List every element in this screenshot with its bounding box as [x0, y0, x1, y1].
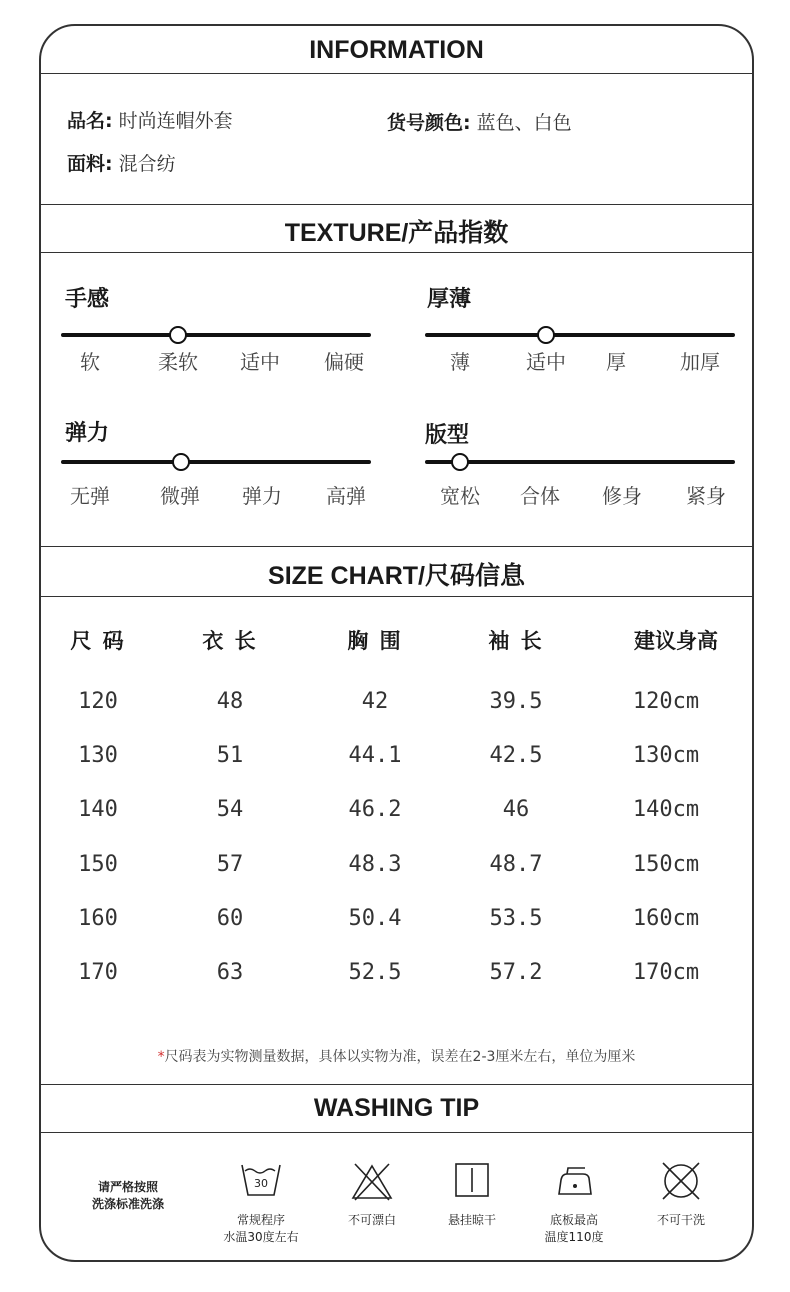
table-header: 建议身高 — [634, 629, 718, 653]
product-name-value: 时尚连帽外套 — [118, 110, 233, 132]
product-name — [67, 106, 233, 133]
texture-level-knob — [172, 453, 190, 471]
table-cell: 50.4 — [348, 905, 402, 931]
texture-tick: 无弹 — [70, 484, 110, 508]
texture-tick: 合体 — [520, 484, 560, 508]
product-fabric — [67, 149, 176, 176]
product-color — [387, 108, 572, 135]
wash-label-line: 底板最高 — [549, 1213, 598, 1227]
table-cell: 150cm — [632, 851, 700, 877]
product-color-value: 蓝色、白色 — [476, 112, 572, 134]
size-note — [41, 1046, 752, 1066]
wash-label-line: 不可干洗 — [656, 1213, 705, 1227]
texture-tick: 柔软 — [158, 350, 198, 374]
product-color-label: 货号颜色: — [387, 112, 471, 134]
table-cell: 120cm — [632, 689, 700, 714]
table-cell: 48 — [216, 689, 244, 714]
table-header: 袖 长 — [488, 629, 544, 653]
size-chart-title: SIZE CHART/尺码信息 — [268, 562, 525, 590]
texture-item-title: 版型 — [425, 423, 470, 448]
info-card — [39, 24, 754, 1262]
table-cell: 160 — [78, 905, 118, 931]
texture-tick: 适中 — [526, 350, 566, 374]
table-header: 衣 长 — [202, 629, 258, 653]
texture-item-title: 手感 — [65, 287, 110, 312]
texture-tick: 宽松 — [440, 484, 480, 508]
table-cell: 150 — [78, 851, 118, 877]
divider — [41, 546, 752, 547]
hang-dry-icon — [454, 1162, 490, 1198]
product-fabric-value: 混合纺 — [118, 153, 176, 175]
table-cell: 160cm — [632, 905, 700, 931]
table-cell: 170cm — [632, 960, 700, 985]
wash-label-line: 常规程序 — [236, 1213, 285, 1227]
wash-temp-text: 30 — [254, 1177, 268, 1190]
table-header: 尺 码 — [70, 629, 126, 653]
table-cell: 60 — [216, 905, 244, 931]
texture-tick: 软 — [80, 350, 100, 374]
table-cell: 130 — [78, 743, 118, 769]
texture-tick: 偏硬 — [324, 350, 364, 374]
divider — [41, 204, 752, 205]
texture-tick: 加厚 — [680, 350, 720, 374]
table-cell: 54 — [216, 797, 244, 823]
texture-tick: 微弹 — [160, 484, 200, 508]
table-cell: 39.5 — [489, 689, 543, 714]
table-cell: 130cm — [632, 743, 700, 769]
table-cell: 46.2 — [348, 797, 402, 823]
divider — [41, 596, 752, 597]
wash-label — [519, 1212, 629, 1246]
table-cell: 48.7 — [489, 851, 543, 877]
washing-intro — [73, 1179, 183, 1213]
table-cell: 170 — [78, 960, 118, 985]
note-text: 尺码表为实物测量数据，具体以实物为准，误差在2-3厘米左右，单位为厘米 — [164, 1049, 636, 1065]
texture-tick: 高弹 — [326, 484, 366, 508]
texture-level-knob — [451, 453, 469, 471]
table-cell: 46 — [502, 797, 530, 823]
texture-tick: 薄 — [450, 350, 470, 374]
table-header: 胸 围 — [347, 629, 403, 653]
table-cell: 140 — [78, 797, 118, 823]
texture-level-knob — [169, 326, 187, 344]
table-cell: 120 — [78, 689, 118, 714]
texture-track — [425, 333, 735, 337]
wash-label — [417, 1212, 527, 1229]
wash-30-icon — [239, 1161, 283, 1199]
texture-tick: 适中 — [240, 350, 280, 374]
texture-track — [425, 460, 735, 464]
table-cell: 42 — [361, 689, 389, 714]
table-cell: 51 — [216, 743, 244, 769]
information-title: INFORMATION — [309, 36, 484, 64]
washing-intro-line: 洗涤标准洗涤 — [91, 1197, 164, 1211]
texture-tick: 修身 — [602, 484, 642, 508]
wash-label-line: 不可漂白 — [347, 1213, 396, 1227]
no-bleach-icon — [349, 1160, 395, 1202]
wash-label — [626, 1212, 736, 1229]
table-cell: 57.2 — [489, 960, 543, 985]
washing-title: WASHING TIP — [313, 1094, 480, 1122]
divider — [41, 1084, 752, 1085]
texture-item-title: 弹力 — [65, 421, 110, 446]
table-cell: 57 — [216, 851, 244, 877]
washing-intro-line: 请严格按照 — [97, 1180, 158, 1194]
divider — [41, 1132, 752, 1133]
note-star: * — [157, 1049, 165, 1065]
wash-label-line: 水温30度左右 — [223, 1230, 299, 1244]
texture-tick: 弹力 — [242, 484, 282, 508]
table-cell: 63 — [216, 960, 244, 985]
wash-label — [206, 1212, 316, 1246]
wash-label-line: 温度110度 — [544, 1230, 604, 1244]
no-dry-clean-icon — [660, 1160, 702, 1202]
texture-tick: 厚 — [606, 350, 626, 374]
table-cell: 53.5 — [489, 905, 543, 931]
divider — [41, 73, 752, 74]
texture-track — [61, 333, 371, 337]
table-cell: 42.5 — [489, 743, 543, 769]
table-cell: 52.5 — [348, 960, 402, 985]
texture-title: TEXTURE/产品指数 — [284, 219, 509, 247]
texture-track — [61, 460, 371, 464]
texture-item-title: 厚薄 — [427, 287, 472, 312]
divider — [41, 252, 752, 253]
iron-icon — [555, 1164, 595, 1198]
texture-tick: 紧身 — [686, 484, 726, 508]
table-cell: 48.3 — [348, 851, 402, 877]
table-cell: 140cm — [632, 797, 700, 823]
texture-level-knob — [537, 326, 555, 344]
product-name-label: 品名: — [67, 110, 113, 132]
wash-label-line: 悬挂晾干 — [447, 1213, 496, 1227]
table-cell: 44.1 — [348, 743, 402, 769]
wash-label — [317, 1212, 427, 1229]
product-fabric-label: 面料: — [67, 153, 113, 175]
